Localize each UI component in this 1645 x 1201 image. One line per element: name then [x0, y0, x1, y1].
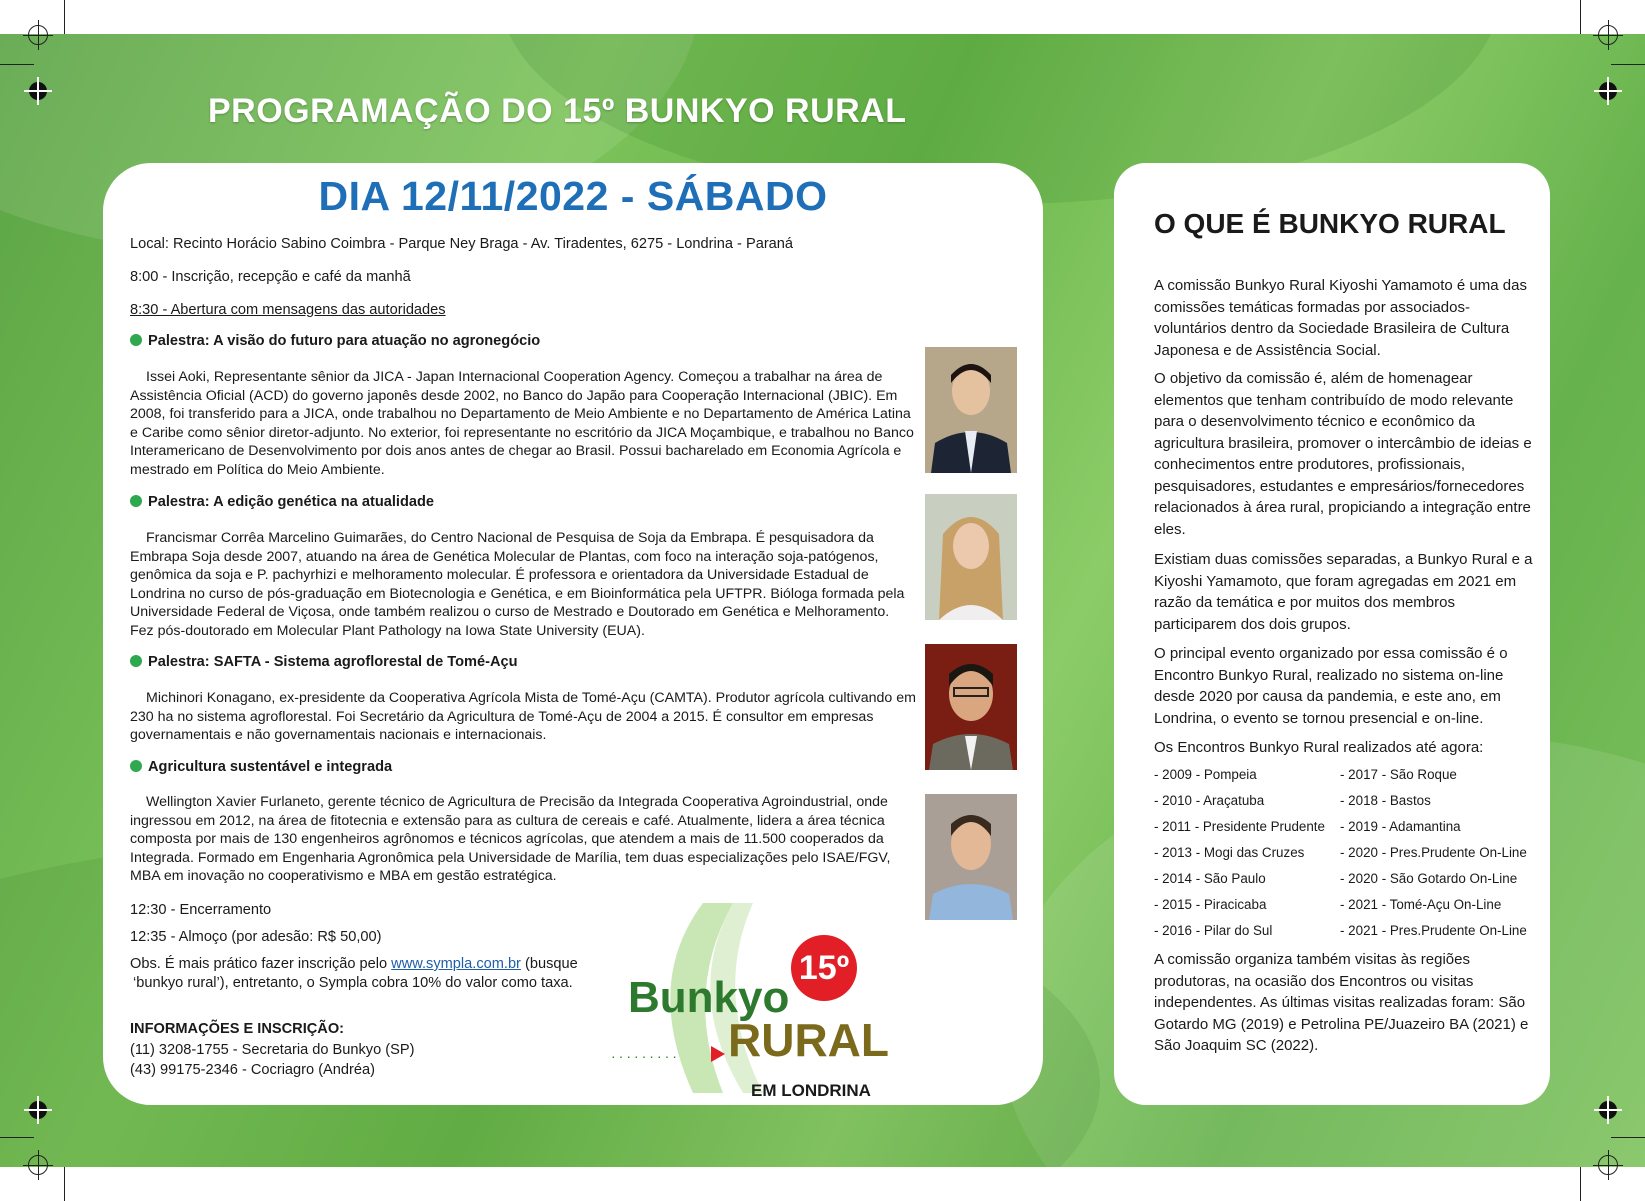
- location-text: Local: Recinto Horácio Sabino Coimbra - Parque Ney Braga - Av. Tiradentes, 6275 - Londrina - Paraná: [130, 236, 794, 252]
- registration-mark: [28, 25, 48, 45]
- crop-mark: [1580, 1167, 1581, 1201]
- bullet-icon: [130, 334, 142, 346]
- talk-description: Francismar Corrêa Marcelino Guimarães, do Centro Nacional de Pesquisa de Soja da Embrapa. É pesquisadora da Embrapa Soja desde 2007, atuando na área de Genética Molecular de Plantas, com foco na interação soja-patógenos, genômica da soja e P. pachyrhizi e melhoramento molecular. É professora e orientadora da Universidade Estadual de Londrina no curso de pós-graduação em Biotecnologia e Genética, e em Bioinformática pela UFTPR. Bióloga formada pela Universidade Federal de Viçosa, onde também realizou o curso de Mestrado e Doutorado em Genética e Melhoramento. Fez pós-doutorado em Molecular Plant Pathology na Iowa State University (EUA).: [130, 530, 905, 639]
- crop-mark: [0, 64, 34, 65]
- registration-mark: [1598, 1155, 1618, 1175]
- speaker-photo: [925, 644, 1017, 770]
- page-title: PROGRAMAÇÃO DO 15º BUNKYO RURAL: [208, 92, 907, 130]
- schedule-item: 12:35 - Almoço (por adesão: R$ 50,00): [130, 929, 382, 945]
- registration-dot: [29, 82, 47, 100]
- about-paragraph: O objetivo da comissão é, além de homenagear elementos que tenham contribuído de modo relevante para o desenvolvimento técnico e econômico da agricultura brasileira, promover o intercâmbio de ideias e conhecimentos entre produtores, profissionais, pesquisadores, estudantes e empresários/fornecedores relacionados à área rural, propiciando a integração entre eles.: [1154, 370, 1532, 538]
- talk-description: Michinori Konagano, ex-presidente da Cooperativa Agrícola Mista de Tomé-Açu (CAMTA). Produtor agrícola cultivando em 230 ha no sistema agroflorestal. Foi Secretário da Agricultura de Tomé-Açu de 2004 a 2015. É consultor em empresas governamentais e não governamentais nacionais e internacionais.: [130, 690, 916, 743]
- speaker-photo: [925, 794, 1017, 920]
- info-title: INFORMAÇÕES E INSCRIÇÃO:: [130, 1021, 345, 1037]
- crop-mark: [64, 1167, 65, 1201]
- list-item: - 2014 - São Paulo: [1154, 871, 1266, 886]
- obs-line: [130, 955, 578, 974]
- talk-title: [130, 759, 392, 775]
- info-phone: (11) 3208-1755 - Secretaria do Bunkyo (SP): [130, 1042, 415, 1058]
- list-item: - 2017 - São Roque: [1340, 767, 1457, 782]
- bullet-icon: [130, 495, 142, 507]
- about-paragraph: A comissão Bunkyo Rural Kiyoshi Yamamoto é uma das comissões temáticas formadas por associados-voluntários dentro da Sociedade Brasileira de Cultura Japonesa e de Assistência Social.: [1154, 277, 1527, 359]
- logo-bunkyo-text: Bunkyo: [628, 973, 790, 1022]
- schedule-item: 8:00 - Inscrição, recepção e café da manhã: [130, 269, 411, 285]
- crop-mark: [1611, 64, 1645, 65]
- talk-title-text: Palestra: A edição genética na atualidade: [148, 494, 435, 510]
- list-item: - 2013 - Mogi das Cruzes: [1154, 845, 1305, 860]
- events-column: [1154, 767, 1325, 949]
- about-title: O QUE É BUNKYO RURAL: [1154, 208, 1506, 239]
- crop-mark: [64, 0, 65, 34]
- talk-title-text: Palestra: SAFTA - Sistema agroflorestal de Tomé-Açu: [148, 654, 518, 670]
- list-item: - 2021 - Pres.Prudente On-Line: [1340, 923, 1527, 938]
- logo-dots: ·········: [611, 1048, 680, 1064]
- list-item: - 2010 - Araçatuba: [1154, 793, 1265, 808]
- list-item: - 2019 - Adamantina: [1340, 819, 1461, 834]
- list-item: - 2021 - Tomé-Açu On-Line: [1340, 897, 1502, 912]
- about-paragraph: Os Encontros Bunkyo Rural realizados até agora:: [1154, 739, 1484, 756]
- registration-dot: [1599, 82, 1617, 100]
- list-item: - 2018 - Bastos: [1340, 793, 1431, 808]
- crop-mark: [1611, 1137, 1645, 1138]
- schedule-item: 12:30 - Encerramento: [130, 902, 272, 918]
- talk-title-text: Palestra: A visão do futuro para atuação no agronegócio: [148, 333, 541, 349]
- list-item: - 2020 - São Gotardo On-Line: [1340, 871, 1518, 886]
- bullet-icon: [130, 655, 142, 667]
- speaker-photo: [925, 494, 1017, 620]
- list-item: - 2015 - Piracicaba: [1154, 897, 1267, 912]
- events-column: [1340, 767, 1527, 949]
- program-card: [103, 163, 1043, 1105]
- schedule-item: 8:30 - Abertura com mensagens das autoridades: [130, 302, 446, 318]
- obs-text: Obs. É mais prático fazer inscrição pelo: [130, 956, 392, 972]
- bullet-icon: [130, 760, 142, 772]
- talk-title: [130, 654, 518, 670]
- registration-mark: [28, 1155, 48, 1175]
- info-phone: (43) 99175-2346 - Cocriagro (Andréa): [130, 1062, 375, 1078]
- about-paragraph: Existiam duas comissões separadas, a Bunkyo Rural e a Kiyoshi Yamamoto, que foram agregadas em 2021 em razão da temática e por muitos dos membros participarem dos dois grupos.: [1154, 551, 1533, 633]
- bunkyo-rural-logo: [603, 893, 903, 1100]
- list-item: - 2011 - Presidente Prudente: [1154, 819, 1325, 834]
- about-paragraph: A comissão organiza também visitas às regiões produtoras, na ocasião dos Encontros ou visitas independentes. As últimas visitas realizadas foram: São Gotardo MG (2019) e Petrolina PE/Juazeiro BA (2021) e São Joaquim SC (2022).: [1154, 951, 1529, 1054]
- anniversary-badge: 15º: [791, 935, 857, 1001]
- logo-arrow-icon: [711, 1046, 725, 1062]
- list-item: - 2009 - Pompeia: [1154, 767, 1257, 782]
- obs-line: ‘bunkyo rural’), entretanto, o Sympla cobra 10% do valor como taxa.: [133, 975, 573, 991]
- talk-description: Wellington Xavier Furlaneto, gerente técnico de Agricultura de Precisão da Integrada Cooperativa Agroindustrial, onde ingressou em 2012, na área de fitotecnia e extensão para as cultura de cereais e café. Atualmente, lidera a área técnica composta por mais de 130 engenheiros agrônomos e técnicos agrícolas, que atendem a mais de 11.500 cooperados da Integrada. Formado em Engenharia Agronômica pela Universidade de Marília, tem duas especializações pelo ISAE/FGV, MBA em inovação no cooperativismo e MBA em gestão estratégica.: [130, 794, 891, 884]
- list-item: - 2020 - Pres.Prudente On-Line: [1340, 845, 1527, 860]
- list-item: - 2016 - Pilar do Sul: [1154, 923, 1273, 938]
- registration-dot: [29, 1101, 47, 1119]
- speaker-photo: [925, 347, 1017, 473]
- talk-title: [130, 494, 434, 510]
- crop-mark: [0, 1137, 34, 1138]
- talk-title-text: Agricultura sustentável e integrada: [148, 759, 393, 775]
- sympla-link[interactable]: www.sympla.com.br: [391, 956, 521, 972]
- day-title: DIA 12/11/2022 - SÁBADO: [318, 173, 828, 219]
- obs-text: (busque: [520, 956, 578, 972]
- logo-rural-text: RURAL: [728, 1014, 889, 1066]
- about-card: [1114, 163, 1550, 1105]
- logo-city-text: EM LONDRINA: [751, 1081, 871, 1100]
- registration-mark: [1598, 25, 1618, 45]
- talk-description: Issei Aoki, Representante sênior da JICA - Japan Internacional Cooperation Agency. Começou a trabalhar na área de Assistência Oficial (ACD) do governo japonês desde 2002, no Banco do Japão para Cooperação Internacional (JBIC). Em 2008, foi transferido para a JICA, onde trabalhou no Departamento de Meio Ambiente e no Departamento de América Latina e Caribe como sênior diretor-adjunto. No exterior, foi representante no escritório da JICA Moçambique, e trabalhou no Banco Interamericano de Desenvolvimento por dois anos antes de chegar ao Brasil. Possui bacharelado em Economia Agrícola e mestrado em Política do Meio Ambiente.: [130, 369, 914, 478]
- talk-title: [130, 333, 540, 349]
- registration-dot: [1599, 1101, 1617, 1119]
- about-paragraph: O principal evento organizado por essa comissão é o Encontro Bunkyo Rural, realizado no sistema on-line desde 2020 por causa da pandemia, e este ano, em Londrina, o evento se tornou presencial e on-line.: [1154, 645, 1508, 727]
- crop-mark: [1580, 0, 1581, 34]
